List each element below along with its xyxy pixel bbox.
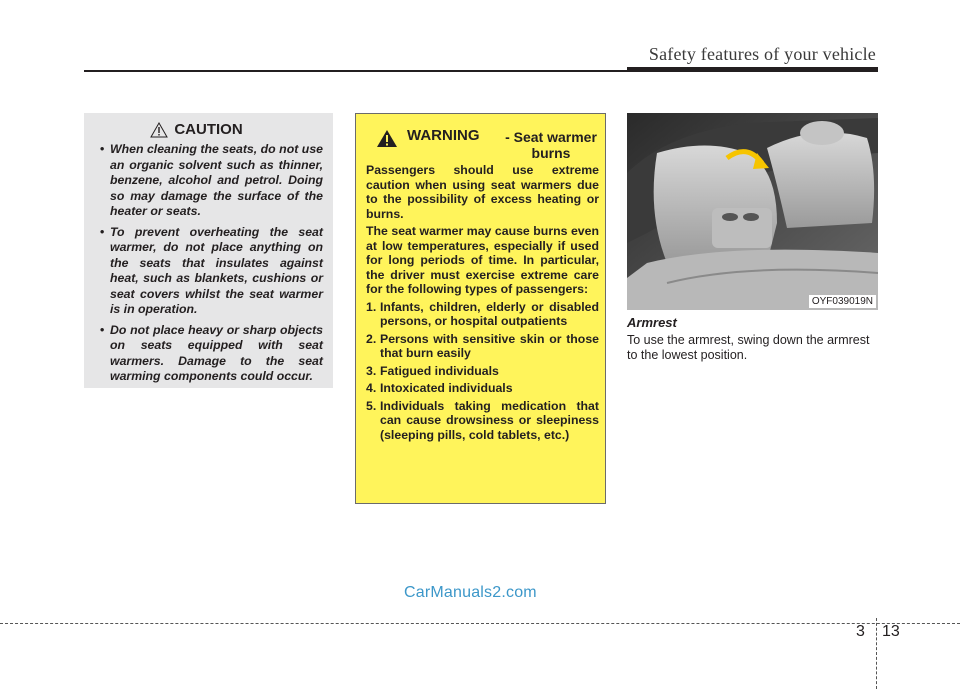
warning-box [355, 113, 606, 504]
warning-list-item: 3. Fatigued individuals [366, 363, 499, 378]
chapter-number: 3 [856, 623, 865, 640]
caution-title: CAUTION [174, 121, 243, 138]
footer-rule [0, 623, 960, 624]
header-rule-accent [627, 67, 878, 72]
warning-header [366, 121, 599, 163]
warning-paragraph: The seat warmer may cause burns even at low temperatures, especially if used for long periods of time. In particular, the driver must exercise extreme care for the following types of passengers: [366, 224, 599, 296]
warning-list-item: 1. Infants, children, elderly or disabled persons, or hospital outpatients [366, 299, 599, 328]
warning-list-item: 4. Intoxicated individuals [366, 381, 513, 395]
figure-code: OYF039019N [809, 295, 876, 308]
caution-header [94, 121, 323, 138]
armrest-description: To use the armrest, swing down the armrest to the lowest position. [627, 333, 870, 362]
watermark-link[interactable]: CarManuals2.com [404, 584, 537, 601]
page-separator [876, 618, 877, 689]
caution-item: • Do not place heavy or sharp objects on seats equipped with seat warmers. Damage to the seat warming components could occur. [100, 322, 323, 383]
warning-title: WARNING [407, 127, 480, 144]
page-number: 13 [882, 623, 900, 640]
armrest-photo [627, 113, 878, 310]
warning-triangle-icon [376, 129, 398, 148]
caution-triangle-icon [150, 122, 168, 138]
warning-list [366, 300, 599, 443]
warning-paragraph: Passengers should use extreme caution when using seat warmers due to the possibility of excess heating or burns. [366, 163, 599, 221]
caution-item: • To prevent overheating the seat warmer, do not place anything on the seats that insulates against heat, such as blankets, cushions or seat covers whilst the seat warmer is in operation. [100, 224, 323, 316]
rear-seat-illustration [627, 113, 878, 310]
warning-subtitle: - Seat warmer burns [505, 129, 597, 161]
armrest-heading: Armrest [627, 315, 677, 330]
warning-list-item: 2. Persons with sensitive skin or those that burn easily [366, 331, 599, 360]
caution-item: • When cleaning the seats, do not use an organic solvent such as thinner, benzene, alcohol and petrol. Doing so may damage the surface of the heater or seats. [100, 142, 323, 218]
caution-box [84, 113, 333, 388]
caution-list [94, 142, 323, 385]
warning-list-item: 5. Individuals taking medication that can cause drowsiness or sleepiness (sleeping pills, cold tablets, etc.) [366, 398, 599, 442]
section-header-title: Safety features of your vehicle [648, 44, 876, 64]
